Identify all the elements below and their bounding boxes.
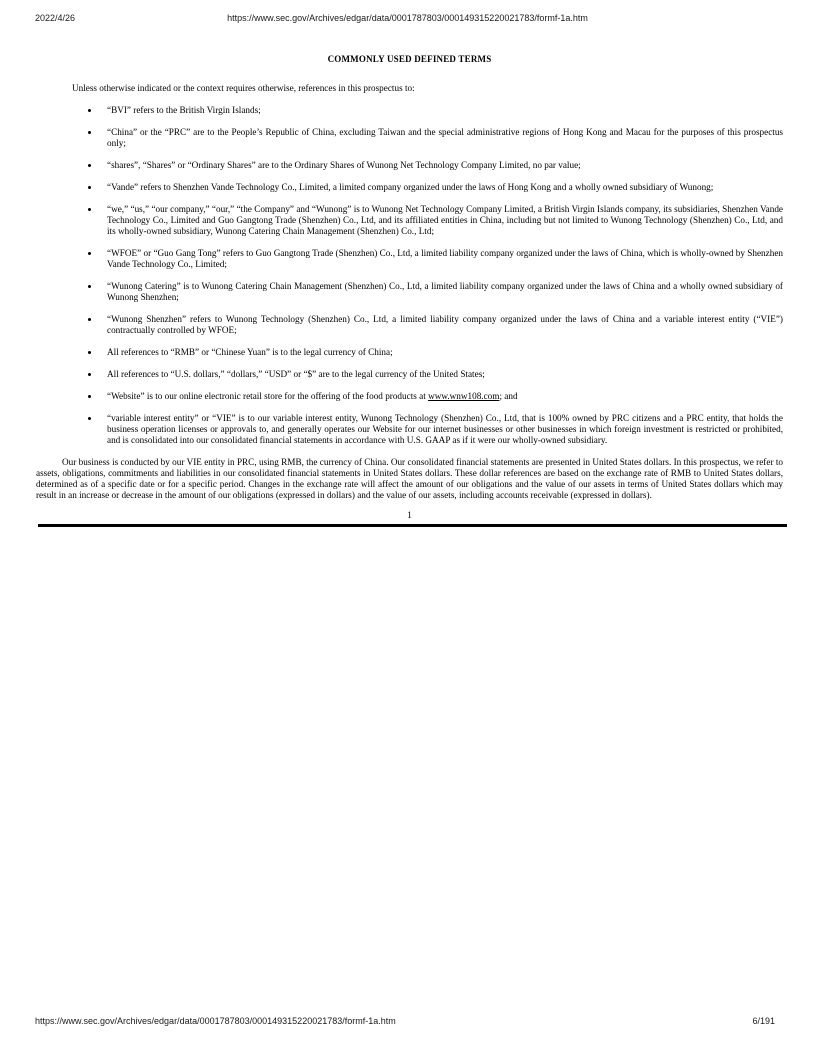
defined-term-wunong-catering: “Wunong Catering” is to Wunong Catering Chain Management (Shenzhen) Co., Ltd, a limited liability company organized under the laws of China and a wholly owned subsidiary of Wunong Shenzhen;	[36, 281, 783, 303]
print-header-url: https://www.sec.gov/Archives/edgar/data/0001787803/000149315220021783/formf-1a.htm	[227, 13, 588, 23]
website-text-post: ; and	[499, 391, 518, 401]
print-date: 2022/4/26	[35, 13, 76, 23]
intro-paragraph: Unless otherwise indicated or the context requires otherwise, references in this prospectus to:	[72, 83, 415, 93]
website-text-pre: “Website” is to our online electronic retail store for the offering of the food products at	[107, 391, 429, 401]
defined-terms-list	[36, 105, 783, 446]
defined-term-rmb: All references to “RMB” or “Chinese Yuan” is to the legal currency of China;	[36, 347, 783, 358]
defined-term-china: “China” or the “PRC” are to the People’s Republic of China, excluding Taiwan and the special administrative regions of Hong Kong and Macau for the purposes of this prospectus only;	[36, 127, 783, 149]
defined-term-usd: All references to “U.S. dollars,” “dollars,” “USD” or “$” are to the legal currency of the United States;	[36, 369, 783, 380]
defined-term-bvi: “BVI” refers to the British Virgin Islands;	[36, 105, 783, 116]
defined-term-we-us: “we,” “us,” “our company,” “our,” “the Company” and “Wunong” is to Wunong Net Technology Company Limited, a British Virgin Islands company, its subsidiaries, Shenzhen Vande Technology Co., Limited and Guo Gangtong Trade (Shenzhen) Co., Ltd, and its affiliated entities in China, including but not limited to Wunong Technology (Shenzhen) Co., Ltd, and its wholly-owned subsidiary, Wunong Catering Chain Management (Shenzhen) Co., Ltd;	[36, 204, 783, 237]
defined-term-website	[36, 391, 783, 402]
defined-term-wunong-shenzhen: “Wunong Shenzhen” refers to Wunong Technology (Shenzhen) Co., Ltd, a limited liability company organized under the laws of China and a variable interest entity (“VIE”) contractually controlled by WFOE;	[36, 314, 783, 336]
website-link[interactable]: www.wnw108.com	[428, 391, 500, 401]
defined-term-shares: “shares”, “Shares” or “Ordinary Shares” are to the Ordinary Shares of Wunong Net Technology Company Limited, no par value;	[36, 160, 783, 171]
print-header	[0, 13, 815, 23]
print-footer-url: https://www.sec.gov/Archives/edgar/data/0001787803/000149315220021783/formf-1a.htm	[35, 1016, 396, 1026]
document-page-number: 1	[407, 510, 412, 520]
defined-term-wfoe: “WFOE” or “Guo Gang Tong” refers to Guo Gangtong Trade (Shenzhen) Co., Ltd, a limited liability company organized under the laws of China, which is wholly-owned by Shenzhen Vande Technology Co., Limited;	[36, 248, 783, 270]
defined-term-vande: “Vande” refers to Shenzhen Vande Technology Co., Limited, a limited company organized under the laws of Hong Kong and a wholly owned subsidiary of Wunong;	[36, 182, 783, 193]
print-page-indicator: 6/191	[752, 1016, 775, 1026]
page-title: COMMONLY USED DEFINED TERMS	[327, 54, 492, 64]
document-page	[36, 54, 783, 527]
page-break-rule	[38, 524, 787, 527]
defined-term-vie: “variable interest entity” or “VIE” is to our variable interest entity, Wunong Technology (Shenzhen) Co., Ltd, that is 100% owned by PRC citizens and a PRC entity, that holds the business operation licenses or approvals to, and generally operates our Website for our internet businesses or other businesses in which foreign investment is restricted or prohibited, and is consolidated into our consolidated financial statements in accordance with U.S. GAAP as if it were our wholly-owned subsidiary.	[36, 413, 783, 446]
closing-paragraph: Our business is conducted by our VIE entity in PRC, using RMB, the currency of China. Our consolidated financial statements are presented in United States dollars. In this prospectus, we refer to assets, obligations, commitments and liabilities in our consolidated financial statements in United States dollars. These dollar references are based on the exchange rate of RMB to United States dollars, determined as of a specific date or for a specific period. Changes in the exchange rate will affect the amount of our obligations and the value of our assets in terms of United States dollars which may result in an increase or decrease in the amount of our obligations (expressed in dollars) and the value of our assets, including accounts receivable (expressed in dollars).	[36, 457, 783, 500]
